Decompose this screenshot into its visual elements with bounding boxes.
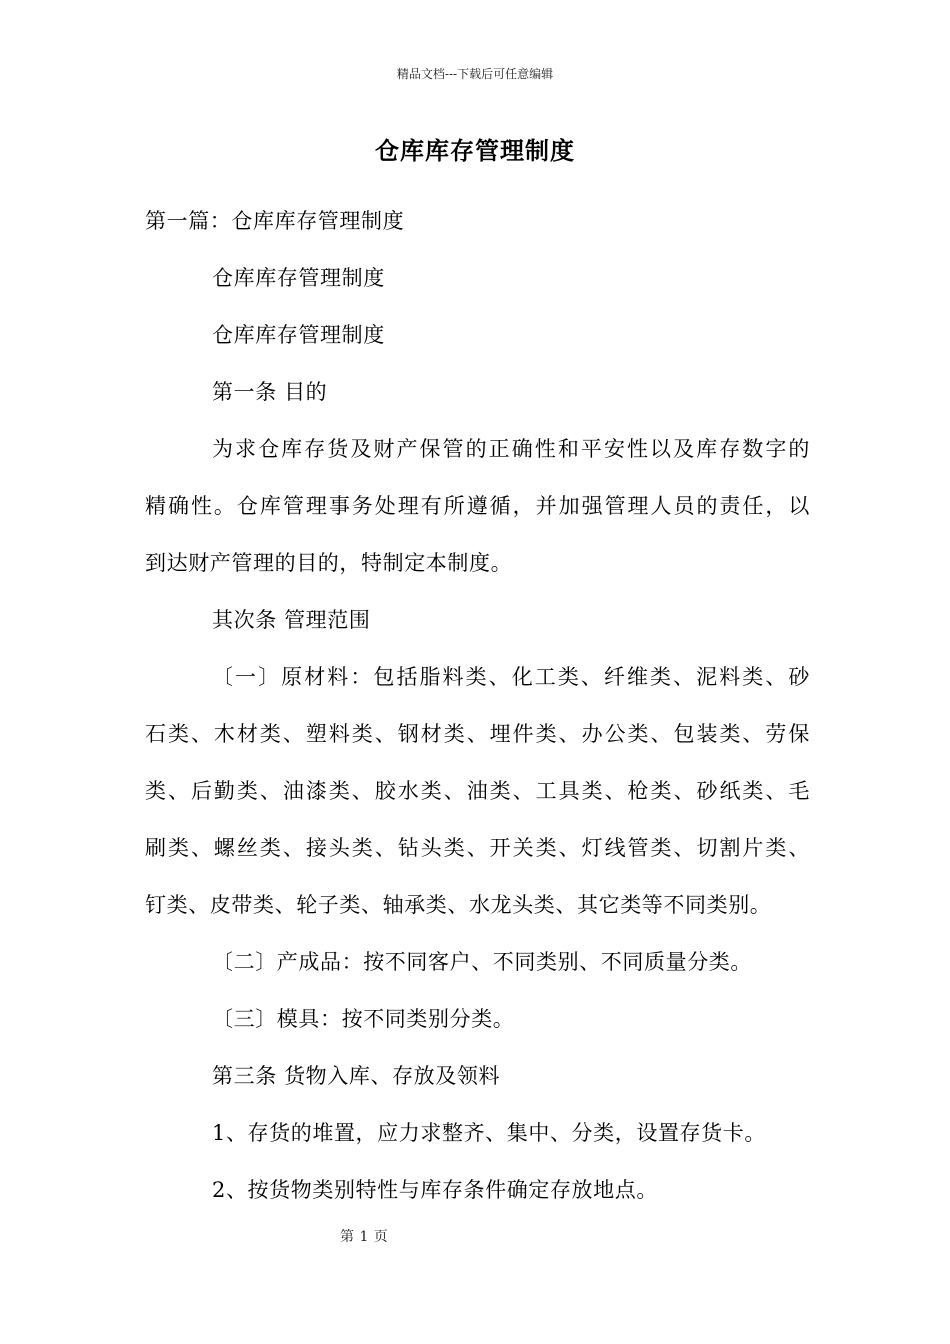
- article-2-heading: 其次条 管理范围: [212, 608, 371, 632]
- article-3-item-2: 2、按货物类别特性与库存条件确定存放地点。: [212, 1178, 658, 1202]
- article-1-heading: 第一条 目的: [212, 380, 328, 404]
- article-3-item-1: 1、存货的堆置，应力求整齐、集中、分类，设置存货卡。: [212, 1121, 766, 1145]
- molds-item: 〔三〕模具：按不同类别分类。: [212, 1007, 515, 1031]
- raw-materials-line-4: 刷类、螺丝类、接头类、钻头类、开关类、灯线管类、切割片类、: [145, 836, 810, 860]
- raw-materials-line-2: 石类、木材类、塑料类、钢材类、埋件类、办公类、包装类、劳保: [145, 722, 810, 746]
- article-1-paragraph-line-2: 精确性。仓库管理事务处理有所遵循，并加强管理人员的责任，以: [145, 494, 810, 518]
- page-header-note: 精品文档---下载后可任意编辑: [396, 67, 554, 81]
- article-1-paragraph-line-3: 到达财产管理的目的，特制定本制度。: [145, 551, 513, 575]
- finished-goods-item: 〔二〕产成品：按不同客户、不同类别、不同质量分类。: [212, 950, 752, 974]
- article-3-heading: 第三条 货物入库、存放及领料: [212, 1064, 501, 1088]
- article-1-paragraph-line-1: 为求仓库存货及财产保管的正确性和平安性以及库存数字的: [212, 437, 810, 461]
- raw-materials-line-5: 钉类、皮带类、轮子类、轴承类、水龙头类、其它类等不同类别。: [145, 893, 772, 917]
- raw-materials-line-3: 类、后勤类、油漆类、胶水类、油类、工具类、枪类、砂纸类、毛: [145, 779, 810, 803]
- document-title: 仓库库存管理制度: [375, 136, 575, 165]
- raw-materials-line-1: 〔一〕原材料：包括脂料类、化工类、纤维类、泥料类、砂: [212, 665, 810, 689]
- page-number-footer: 第 1 页: [340, 1229, 389, 1245]
- section-title-1: 仓库库存管理制度: [212, 266, 385, 290]
- chapter-heading: 第一篇：仓库库存管理制度: [145, 209, 405, 233]
- section-title-2: 仓库库存管理制度: [212, 323, 385, 347]
